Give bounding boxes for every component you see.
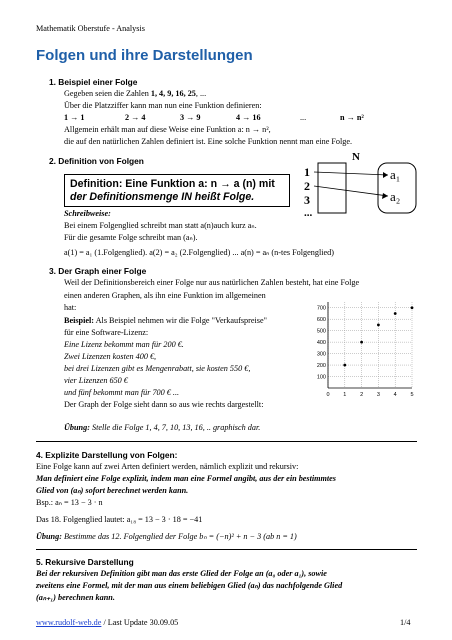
footer-text: / Last Update 30.09.05	[101, 618, 179, 627]
s4-line5: Das 18. Folgenglied lautet: a₁₈ = 13 − 3 · 18 = −41	[36, 515, 203, 524]
s3-line6: Eine Lizenz bekommt man für 200 €.	[64, 340, 184, 349]
s1-map-5: ...	[300, 113, 307, 122]
s1-line1	[64, 88, 206, 100]
price-scatter-chart	[308, 298, 420, 402]
page-number: 1/4	[400, 618, 411, 627]
s3-exercise	[64, 422, 260, 434]
codomain-a1: a₁	[390, 167, 401, 182]
s3-line7: Zwei Lizenzen kosten 400 €,	[64, 352, 157, 361]
data-point	[411, 306, 414, 309]
s1-map-1: 1 → 1	[64, 113, 85, 122]
data-point	[360, 341, 363, 344]
x-tick-label: 1	[343, 392, 347, 398]
exercise-label: Übung:	[64, 423, 90, 432]
domain-3: 3	[304, 193, 310, 207]
x-tick-label: 2	[360, 392, 364, 398]
data-point	[394, 312, 397, 315]
s5-line1: Bei der rekursiven Definition gibt man das erste Glied der Folge an (a₀ oder a₁), sowie	[36, 569, 327, 578]
section-3-heading: 3. Der Graph einer Folge	[49, 266, 147, 276]
s2-line1: Bei einem Folgenglied schreibt man statt a(n)auch kurz aₙ.	[64, 221, 257, 230]
s1-line1-text: Gegeben seien die Zahlen	[64, 89, 151, 98]
arrow-1-head	[383, 172, 388, 178]
s4-line3: Glied von (aₙ) sofort berechnet werden kann.	[36, 486, 189, 495]
s1-line1-ellipsis: , ...	[195, 89, 207, 98]
s2-line3: a(1) = a₁ (1.Folgenglied). a(2) = a₂ (2.Folgenglied) ... a(n) = aₙ (n-tes Folgenglied)	[64, 248, 334, 257]
page-title: Folgen und ihre Darstellungen	[36, 47, 253, 64]
domain-2: 2	[304, 179, 310, 193]
divider-1	[36, 441, 417, 442]
s3-line11: Der Graph der Folge sieht dann so aus wie rechts dargestellt:	[64, 400, 264, 409]
footer-link[interactable]: www.rudolf-web.de	[36, 618, 102, 627]
s3-line4-text: Als Beispiel nehmen wir die Folge "Verkaufspreise"	[94, 316, 267, 325]
s3-line3: hat:	[64, 303, 77, 312]
arrow-2	[314, 186, 388, 196]
x-tick-label: 4	[393, 392, 397, 398]
definition-line1: Definition: Eine Funktion a: n → a (n) mit	[70, 178, 275, 190]
s3-line8: bei drei Lizenzen gibt es Mengenrabatt, sie kosten 550 €,	[64, 364, 251, 373]
section-4-heading: 4. Explizite Darstellung von Folgen:	[36, 450, 178, 460]
x-tick-label: 5	[410, 392, 414, 398]
footer	[36, 617, 178, 629]
arrow-1	[314, 172, 388, 175]
s4-example: Bsp.: aₙ = 13 − 3 · n	[36, 498, 103, 507]
domain-1: 1	[304, 165, 310, 179]
y-tick-label: 500	[316, 328, 326, 335]
data-point	[343, 364, 346, 367]
s4-exercise-text: Bestimme das 12. Folgenglied der Folge bₙ = (−n)² + n − 3 (ab n = 1)	[61, 532, 297, 541]
domain-box	[318, 163, 346, 213]
s3-line5: für eine Software-Lizenz:	[64, 328, 149, 337]
definition-box	[64, 174, 290, 207]
s4-line1: Eine Folge kann auf zwei Arten definiert werden, nämlich explizit und rekursiv:	[36, 462, 299, 471]
domain-ellipsis: ...	[304, 207, 313, 218]
schreibweise-label: Schreibweise:	[64, 209, 111, 218]
y-tick-label: 100	[316, 374, 326, 381]
s4-line2: Man definiert eine Folge explizit, indem man eine Formel angibt, aus der ein bestimmtes	[36, 474, 336, 483]
y-tick-label: 600	[316, 317, 326, 324]
s1-map-3: 3 → 9	[180, 113, 201, 122]
y-tick-label: 200	[316, 363, 326, 370]
s3-exercise-text: Stelle die Folge 1, 4, 7, 10, 13, 16, .. graphisch dar.	[89, 423, 261, 432]
exercise-label-2: Übung:	[36, 532, 62, 541]
section-5-heading: 5. Rekursive Darstellung	[36, 557, 134, 567]
s1-line4: Allgemein erhält man auf diese Weise eine Funktion a: n → n²,	[64, 125, 271, 134]
codomain-a2: a₂	[390, 189, 401, 204]
s5-line3: (aₙ₊₁) berechnen kann.	[36, 593, 115, 602]
s5-line2: zweitens eine Formel, mit der man aus einem beliebigen Glied (aₙ) das nachfolgende Glied	[36, 581, 343, 590]
page-header: Mathematik Oberstufe - Analysis	[36, 24, 145, 33]
s3-line1: Weil der Definitionsbereich einer Folge nur aus natürlichen Zahlen besteht, hat eine Folge	[64, 278, 360, 287]
s1-line2: Über die Platzziffer kann man nun eine Funktion definieren:	[64, 101, 262, 110]
s1-line5: die auf den natürlichen Zahlen definiert ist. Eine solche Funktion nennt man eine Folge.	[64, 137, 353, 146]
mapping-diagram	[300, 148, 425, 218]
arrow-2-head	[382, 193, 388, 199]
s3-line4	[64, 315, 267, 327]
mapping-set-n: N	[352, 151, 360, 163]
s1-sequence: 1, 4, 9, 16, 25	[150, 89, 196, 98]
divider-2	[36, 549, 417, 550]
s1-map-2: 2 → 4	[125, 113, 146, 122]
definition-line2: der Definitionsmenge IN heißt Folge.	[70, 191, 255, 203]
s3-line10: und fünf bekommt man für 700 € ...	[64, 388, 180, 397]
data-point	[377, 324, 380, 327]
s3-line9: vier Lizenzen 650 €	[64, 376, 128, 385]
section-2-heading: 2. Definition von Folgen	[49, 156, 144, 166]
s1-map-n: n → n²	[340, 113, 364, 122]
y-tick-label: 700	[316, 305, 326, 312]
s2-line2: Für die gesamte Folge schreibt man (aₙ).	[64, 233, 198, 242]
s4-exercise	[36, 531, 297, 543]
s3-line2: einen anderen Graphen, als ihn eine Funktion im allgemeinen	[64, 291, 266, 300]
s1-map-4: 4 → 16	[236, 113, 261, 122]
beispiel-label: Beispiel:	[64, 316, 95, 325]
x-tick-label: 0	[326, 392, 330, 398]
y-tick-label: 400	[316, 340, 326, 347]
y-tick-label: 300	[316, 351, 326, 358]
section-1-heading: 1. Beispiel einer Folge	[49, 77, 138, 87]
x-tick-label: 3	[376, 392, 380, 398]
